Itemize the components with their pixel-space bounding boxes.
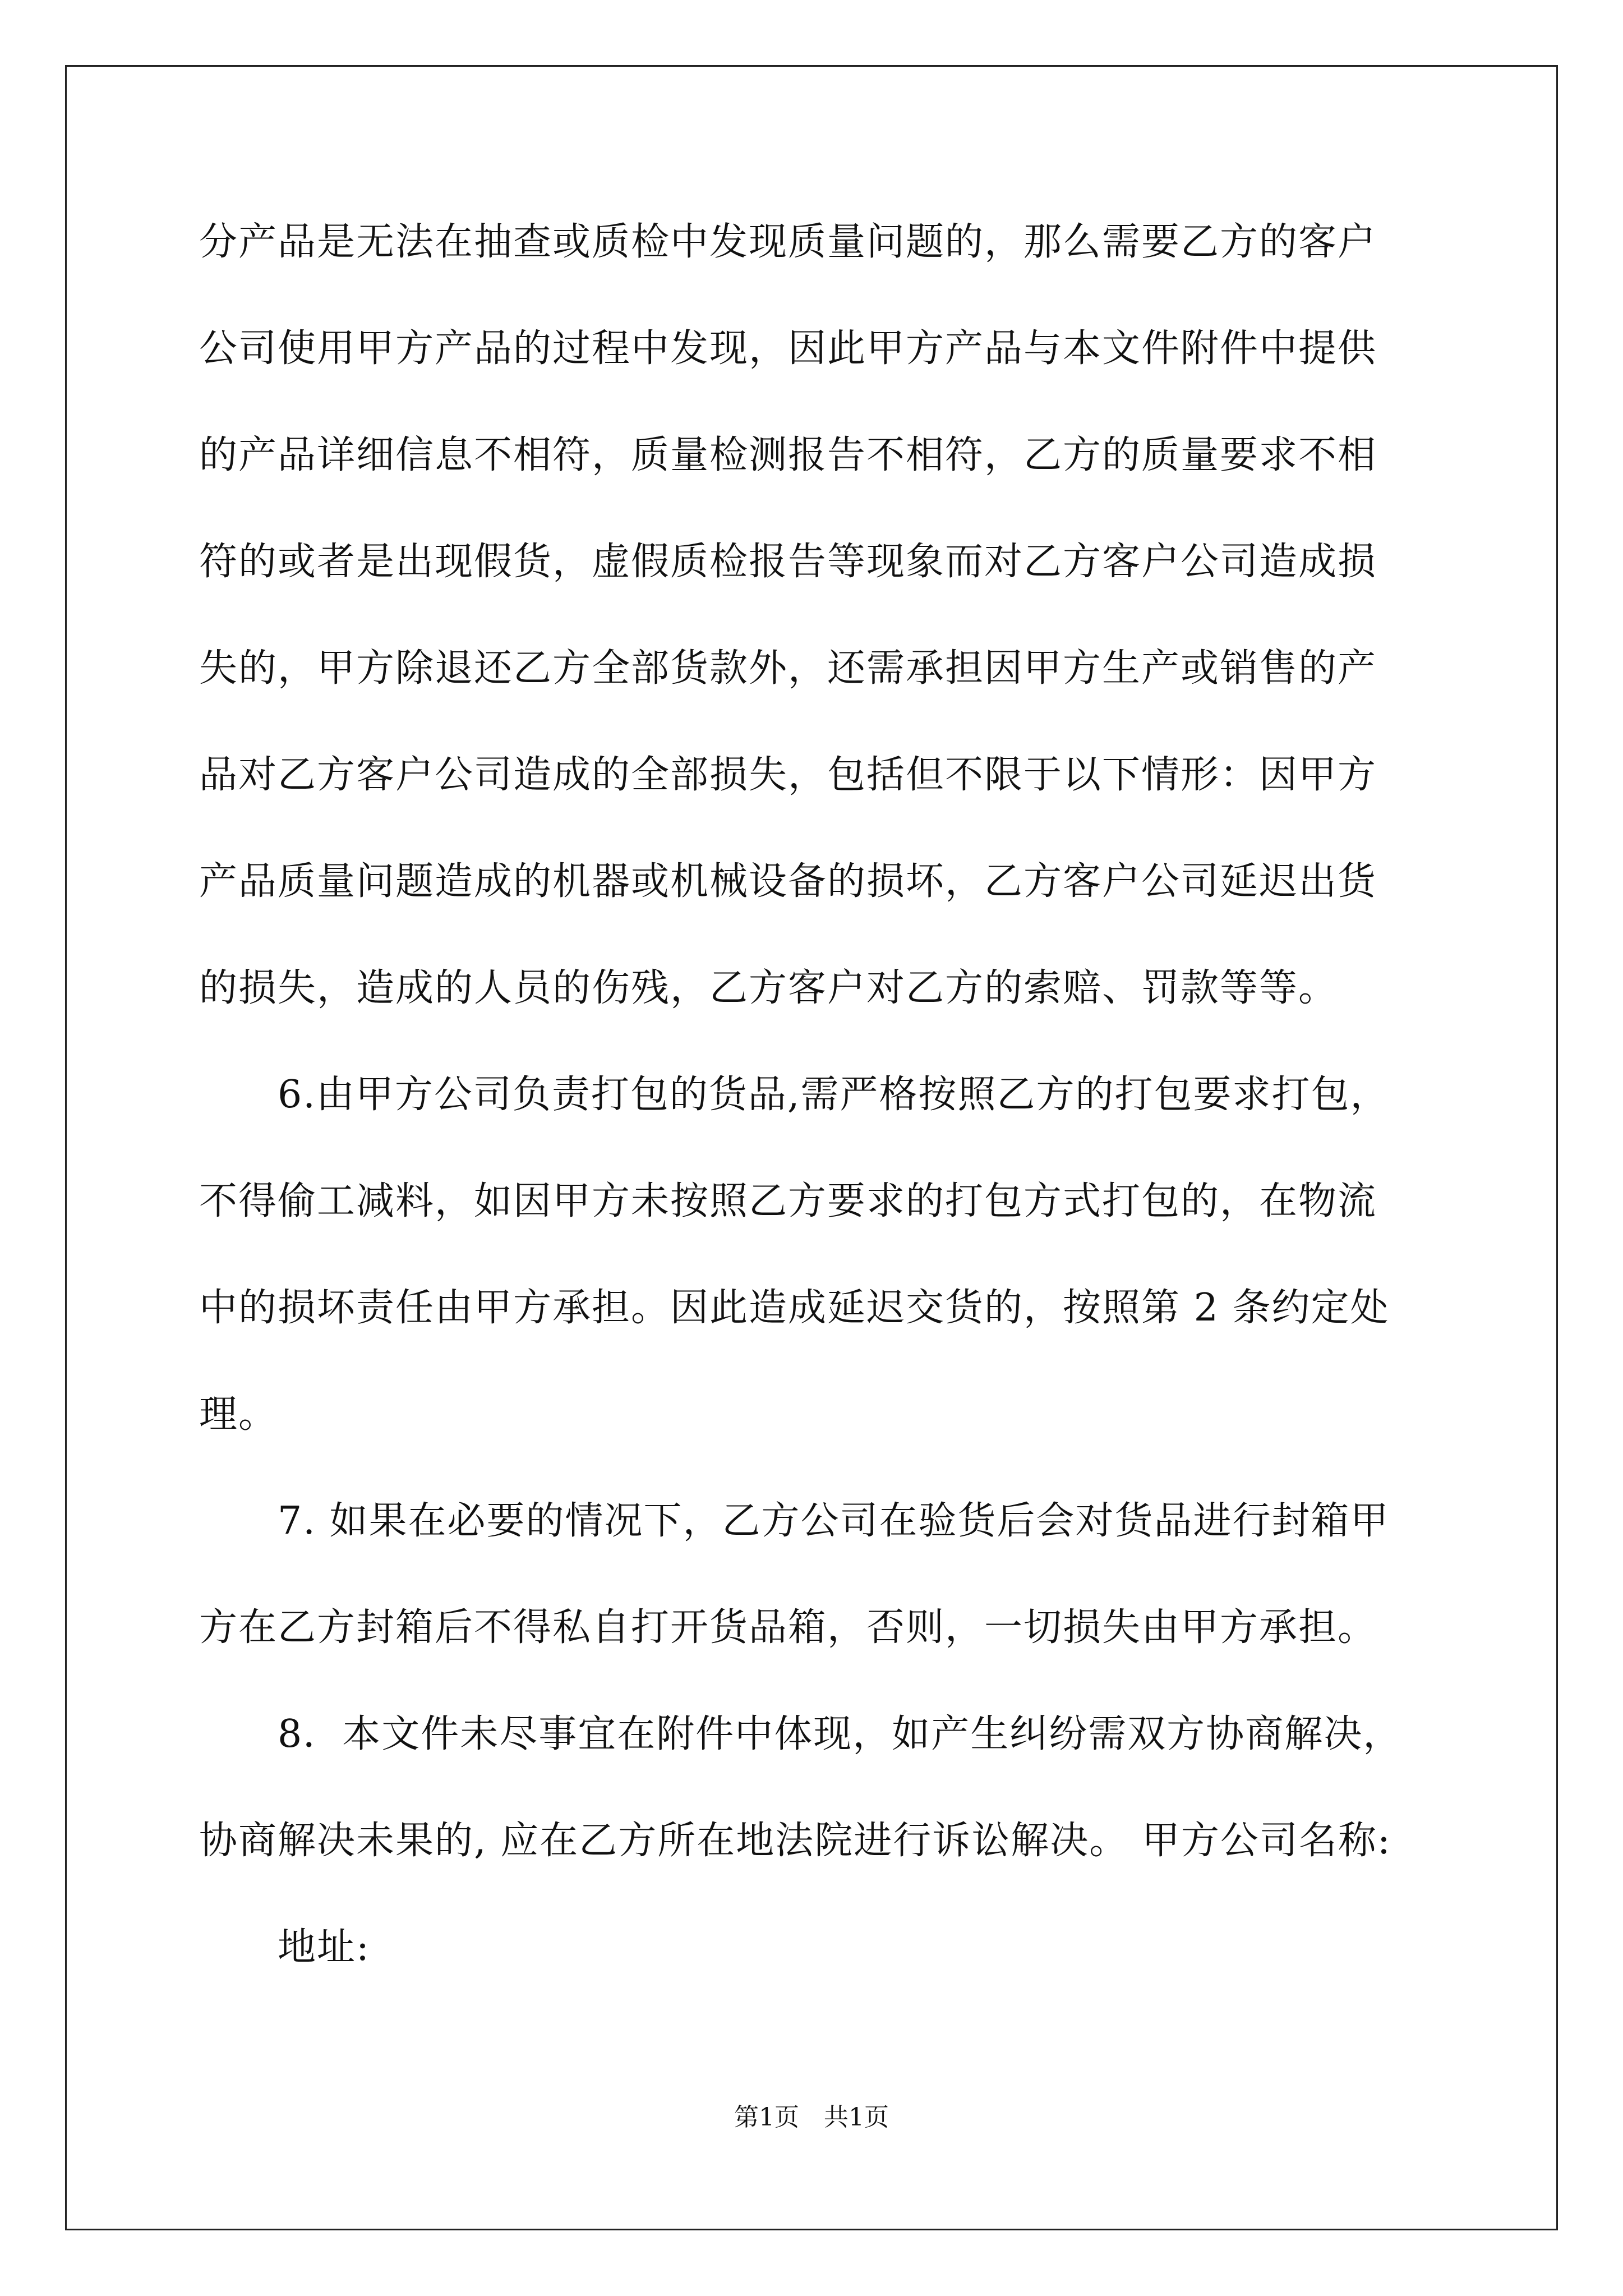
address-label: 地址: (278, 1925, 370, 1970)
text-line: 产品质量问题造成的机器或机械设备的损坏，乙方客户公司延迟出货 (199, 859, 1377, 904)
text-line: 理。 (199, 1392, 278, 1437)
text-line: 品对乙方客户公司造成的全部损失，包括但不限于以下情形：因甲方 (199, 753, 1377, 797)
text-line: 不得偷工减料，如因甲方未按照乙方要求的打包方式打包的，在物流 (199, 1179, 1377, 1223)
paragraph-6-start: 6.由甲方公司负责打包的货品,需严格按照乙方的打包要求打包， (278, 1073, 1390, 1117)
text-line: 的损失，造成的人员的伤残，乙方客户对乙方的索赔、罚款等等。 (199, 966, 1338, 1010)
text-line: 协商解决未果的, 应在乙方所在地法院进行诉讼解决。 甲方公司名称: (199, 1819, 1391, 1863)
text-line: 失的，甲方除退还乙方全部货款外，还需承担因甲方生产或销售的产 (199, 646, 1377, 691)
text-line: 中的损坏责任由甲方承担。因此造成延迟交货的，按照第 2 条约定处 (199, 1286, 1390, 1330)
text-line: 符的或者是出现假货，虚假质检报告等现象而对乙方客户公司造成损 (199, 540, 1377, 584)
text-line: 的产品详细信息不相符，质量检测报告不相符，乙方的质量要求不相 (199, 433, 1377, 477)
paragraph-7-start: 7. 如果在必要的情况下，乙方公司在验货后会对货品进行封箱甲 (278, 1499, 1390, 1543)
page-border (65, 65, 1558, 2230)
text-line: 方在乙方封箱后不得私自打开货品箱，否则，一切损失由甲方承担。 (199, 1605, 1377, 1650)
text-line: 分产品是无法在抽查或质检中发现质量问题的，那么需要乙方的客户 (199, 220, 1377, 264)
paragraph-8-start: 8．本文件未尽事宜在附件中体现，如产生纠纷需双方协商解决， (278, 1712, 1403, 1756)
text-line: 公司使用甲方产品的过程中发现，因此甲方产品与本文件附件中提供 (199, 326, 1377, 371)
page-footer: 第1页 共1页 (734, 2103, 889, 2132)
